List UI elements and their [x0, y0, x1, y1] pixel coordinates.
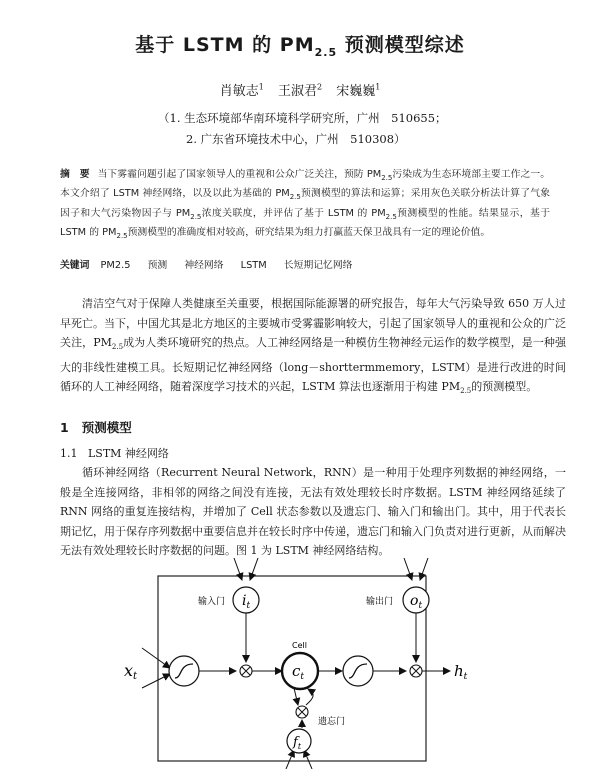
keyword: PM2.5 — [100, 260, 131, 271]
output-activation-node — [343, 656, 373, 686]
author: 宋巍巍$^1$ — [336, 82, 381, 99]
author-list — [0, 80, 600, 99]
intro-paragraph: 清洁空气对于保障人类健康至关重要，根据国际能源署的研究报告，每年大气污染导致 650 万人过早死亡。当下，中国尤其是北方地区的主要城市受雾霾影响较大，引起了国家领导人的重视和公众的广泛关注，$PM_{2.5}$成为人类环境研究的热点。人工神经网络是一种模仿生物神经元运作的数学模型，是一种强大的非线性建模工具。长短期记忆神经网络（long－shorttermmemory，LSTM）是进行改进的时间循环的人工神经网络，随着深度学习技术的兴起，LSTM 算法也逐渐用于构建 $PM_{2.5}$的预测模型。 — [60, 297, 566, 396]
output-gate-label: 输出门 — [366, 597, 394, 607]
author: 王淑君$^2$ — [277, 82, 323, 99]
subsection-heading: 1.1 LSTM 神经网络 — [60, 447, 169, 460]
cell-label: Cell — [292, 641, 307, 650]
section-heading: 1 预测模型 — [60, 420, 132, 435]
lstm-structure-diagram — [122, 558, 478, 769]
keywords-label: 关键词 — [60, 260, 90, 271]
paper-title: 基于 LSTM 的 $PM_{2.5}$ 预测模型综述 — [135, 34, 465, 59]
keyword: 神经网络 — [184, 260, 224, 271]
keyword: LSTM — [240, 260, 267, 271]
input-activation-node — [169, 656, 199, 686]
input-x-label: xt — [124, 661, 138, 682]
body-paragraph: 循环神经网络（Recurrent Neural Network，RNN）是一种用于处理序列数据的神经网络，一般是全连接网络，非相邻的网络之间没有连接，无法有效处理较长时序数据。LSTM 神经网络延续了 RNN 网络的重复连接结构，并增加了 Cell 状态参数以及遗忘门、输入门和输出门。其中，用于代表长期记忆，用于保存序列数据中重要信息并在较长时序中传递，遗忘门和输入门负责对进行更新，从而解决无法有效处理较长时序数据的问题。图 1 为 LSTM 神经网络结构。 — [60, 466, 566, 557]
keyword: 预测 — [147, 260, 168, 271]
affiliation-1: （1. 生态环境部华南环境科学研究所，广州 510655； — [158, 111, 447, 125]
forget-gate-symbol: $f_t$ — [293, 735, 302, 751]
abstract: 摘 要 当下雾霾问题引起了国家领导人的重视和公众广泛关注，预防 $PM_{2.5}$污染成为生态环境部主要工作之一。本文介绍了 LSTM 神经网络，以及以此为基础的 $PM_{2.5}$预测模型的算法和运算；采用灰色关联分析法计算了气象因子和大气污染物因子与 $PM_{2.5}$浓度关联度，并评估了基于 LSTM 的 $PM_{2.5}$预测模型的性能。结果显示，基于 LSTM 的 $PM_{2.5}$预测模型的准确度相对较高，研究结果为组力打赢蓝天保卫战具有一定的理论价值。 — [60, 169, 551, 241]
output-h-label: $h_t$ — [454, 662, 468, 682]
input-gate-symbol: $i_t$ — [242, 593, 251, 611]
affiliation-2: 2. 广东省环境技术中心，广州 510308） — [186, 132, 406, 146]
abstract-label: 摘 要 — [60, 169, 90, 180]
output-gate-symbol: $o_t$ — [410, 593, 423, 611]
cell-state-symbol: $c_t$ — [292, 662, 305, 682]
keyword: 长短期记忆网络 — [283, 260, 353, 271]
author: 肖敏志$^1$ — [219, 82, 264, 99]
keywords — [60, 257, 366, 271]
input-gate-label: 输入门 — [198, 597, 226, 607]
forget-gate-label: 遗忘门 — [318, 717, 346, 727]
